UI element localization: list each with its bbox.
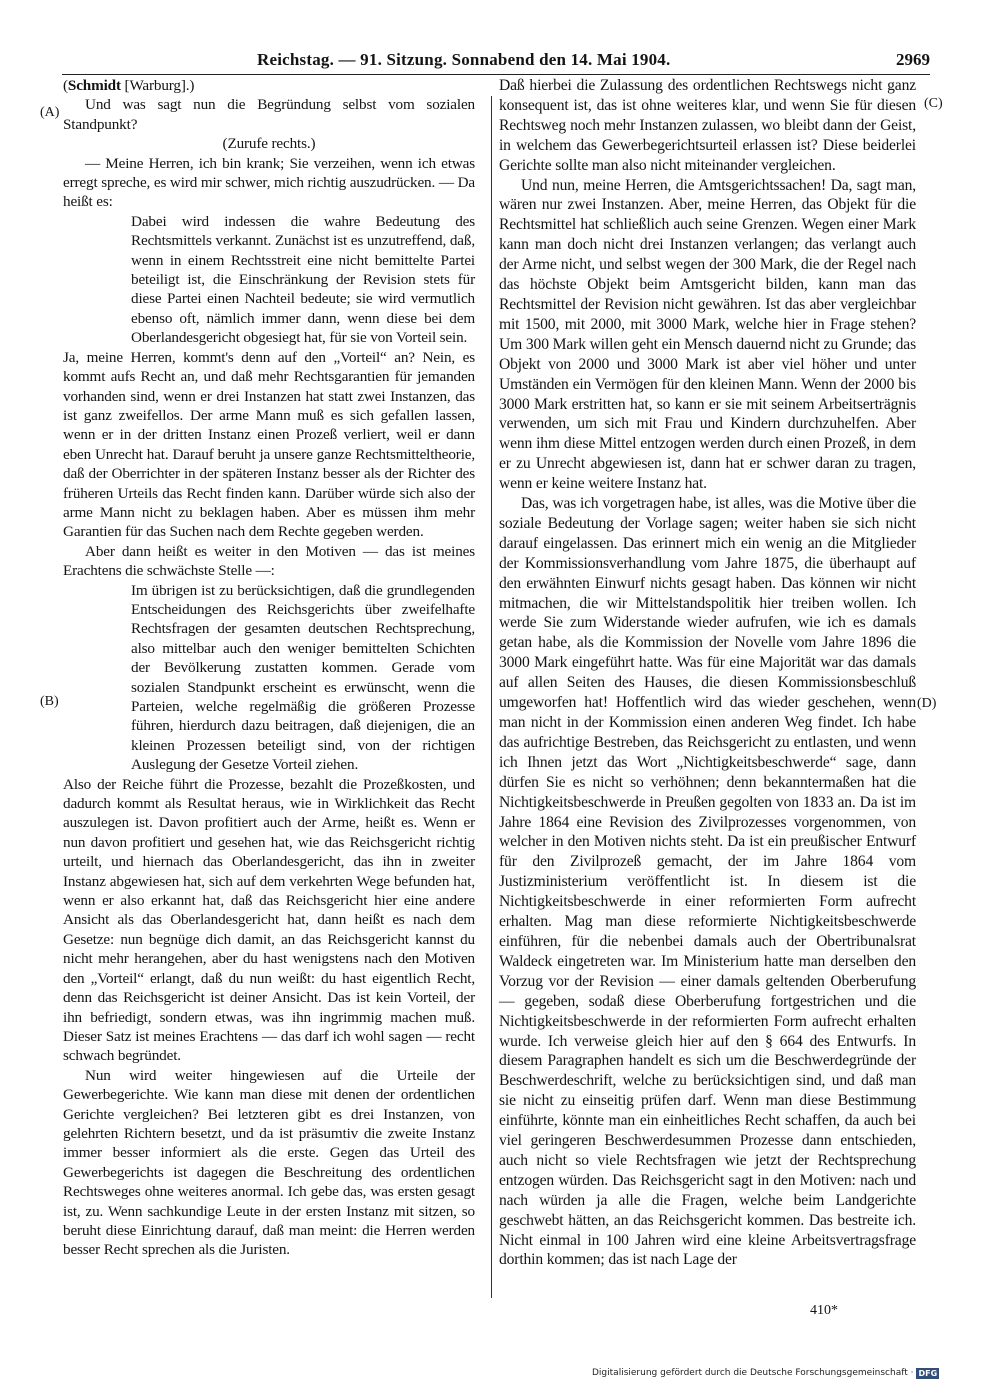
footer-text: Digitalisierung gefördert durch die Deutsche Forschungsgemeinschaft ·	[592, 1368, 914, 1378]
left-column	[63, 76, 475, 1260]
paragraph: Also der Reiche führt die Prozesse, bezahlt die Prozeßkosten, und dadurch kommt als Resultat heraus, wie in Wirklichkeit das Recht auszulegen ist. Davon profitiert auch der Arme, heißt es. Wenn er nun davon profitiert und gesehen hat, wie das Reichsgericht richtig urteilt, und hiernach das Oberlandesgericht, das ihn in zweiter Instanz abgewiesen hat, sich auf dem verkehrten Wege befunden hat, wenn er also erkannt hat, daß das Reichsgericht hier eine andere Ansicht als das Oberlandesgericht hat, dann heißt es nach dem Gesetze: nun begnüge dich damit, an das Reichsgericht kannst du nicht mehr herangehen, aber du hast wenigstens nach den Motiven den „Vorteil“ erlangt, daß du nun weißt: du hast eigentlich Recht, denn das Reichsgericht ist deiner Ansicht. Das ist kein Vorteil, der ihn befriedigt, sondern etwas, was ihn ingrimmig machen muß. Dieser Satz ist meines Erachtens — das darf ich wohl sagen — recht schwach begründet.	[63, 775, 475, 1065]
margin-label-b: (B)	[40, 694, 59, 709]
block-quote: Im übrigen ist zu berücksichtigen, daß die grundlegenden Entscheidungen des Reichsgerichts über zweifelhafte Rechtsfragen der gesamten deutschen Rechtsprechung, also mittelbar auch den weniger bemittelten Schichten der Bevölkerung zustatten kommen. Gerade vom sozialen Standpunkt erscheint es erwünscht, wenn die Parteien, welche regelmäßig die größeren Prozesse führen, hierdurch dazu beitragen, daß diejenigen, die an kleinen Prozessen beteiligt sind, von der richtigen Auslegung der Gesetze Vorteil ziehen.	[131, 581, 475, 774]
right-column	[499, 76, 916, 1270]
paragraph: Aber dann heißt es weiter in den Motiven — das ist meines Erachtens die schwächste Stelle —:	[63, 542, 475, 580]
paragraph: Nun wird weiter hingewiesen auf die Urteile der Gewerbegerichte. Wie kann man diese mit denen der ordentlichen Gerichte vergleichen? Bei letzteren gibt es drei Instanzen, von gelehrten Richtern besetzt, und da ist präsumtiv die zweite Instanz immer besser informiert als die erste. Gegen das Urteil des Gewerbegerichts ist dagegen die Beschreitung des ordentlichen Rechtsweges ohne weiteres anormal. Ich gebe das, was ersten gesagt ist, zu. Wenn sachkundige Leute in der ersten Instanz mit sitzen, so beruht diese Einrichtung darauf, daß man meint: die Herren werden besser Recht sprechen als die Juristen.	[63, 1066, 475, 1259]
speaker-place: [Warburg].)	[120, 77, 195, 94]
block-quote: Dabei wird indessen die wahre Bedeutung des Rechtsmittels verkannt. Zunächst ist es unzutreffend, daß, wenn in einem Rechtsstreit eine nicht bemittelte Partei beteiligt ist, die Einschränkung der Revision stets für diese Partei einen Nachteil bedeute; sie wird vermutlich ebenso oft, nämlich immer dann, wenn diese bei dem Oberlandesgericht obgesiegt hat, für sie von Vorteil sein.	[131, 212, 475, 347]
speaker-attribution: (Schmidt [Warburg].)	[63, 77, 195, 94]
page-header	[62, 48, 930, 72]
paragraph: Ja, meine Herren, kommt's denn auf den „Vorteil“ an? Nein, es kommt aufs Recht an, und daß mehr Rechtsgarantien für jemanden vorhanden sind, wenn er drei Instanzen hat statt zwei Instanzen, das ist ganz zweifellos. Der arme Mann muß es sich gefallen lassen, wenn er in der dritten Instanz einen Prozeß verliert, weil er dann eben Unrecht hat. Darauf beruht ja unsere ganze Rechtsmitteltheorie, daß der Oberrichter in der späteren Instanz besser als der Richter des früheren Urteils das Recht finden kann. Darüber würde sich also der arme Mann nicht zu beklagen haben. Aber es müssen ihm mehr Garantien für das Suchen nach dem Rechte gegeben werden.	[63, 348, 475, 541]
paragraph: Daß hierbei die Zulassung des ordentlichen Rechtswegs nicht ganz konsequent ist, das ist ohne weiteres klar, und wenn Sie für diesen Rechtsweg noch mehr Instanzen zulassen, wo bleibt dann der Geist, in welchem das Gewerbegerichtsurteil erlassen ist? Diese beiderlei Gerichte sollte man also nicht miteinander vergleichen.	[499, 77, 916, 174]
speaker-name: Schmidt	[67, 77, 121, 94]
column-divider	[491, 96, 492, 1298]
paragraph: Und nun, meine Herren, die Amtsgerichtssachen! Da, sagt man, wären nur zwei Instanzen. Aber, meine Herren, das Objekt für die Rechtsmittel hat schließlich auch seine Grenzen. Wegen einer Mark kann man doch nicht drei Instanzen verlangen; das verlangt auch der Arme nicht, und selbst wegen der 300 Mark, die der Regel nach das höchste Objekt beim Amtsgericht bilden, kann man das Rechtsmittel der Revision nicht gewähren. Ist das aber vergleichbar mit 1500, mit 2000, mit 3000 Mark, welche hier in Frage stehen? Um 300 Mark willen geht ein Mensch dauernd nicht zu Grunde; das Objekt von 2000 und 3000 Mark ist aber viel höher und unter Umständen ein Vermögen für den kleinen Mann. Wenn der 2000 bis 3000 Mark erstritten hat, so kann er sie mit seinem Arbeitserträgnis verwenden, um sich mit Frau und Kindern durchzuhelfen. Aber wenn ihm diese Mittel entzogen werden durch einen Prozeß, in dem er zu Unrecht abgewiesen ist, dann hat er schwer daran zu tragen, wenn er keine weitere Instanz hat.	[499, 176, 916, 493]
paragraph: — Meine Herren, ich bin krank; Sie verzeihen, wenn ich etwas erregt spreche, es wird mir schwer, mich richtig auszudrücken. — Da heißt es:	[63, 154, 475, 211]
margin-label-d: (D)	[917, 696, 937, 711]
margin-label-a: (A)	[40, 105, 60, 120]
header-page-number: 2969	[896, 50, 930, 69]
digitization-footer	[592, 1366, 939, 1380]
header-rule	[62, 74, 930, 75]
paragraph: Das, was ich vorgetragen habe, ist alles, was die Motive über die soziale Bedeutung der Vorlage sagen; weiter haben sie sich nicht darauf eingelassen. Das erinnert mich ein wenig an die Mitglieder der Kommissionsverhandlung vom Jahre 1875, die überhaupt auf den erwähnten Einwurf nichts gesagt haben. Das können wir nicht mitmachen, die wir Mittelstandspolitik hier treiben wollen. Ich werde Sie zum Widerstande wieder aufrufen, wie ich es damals getan habe, als die Kommission der Novelle vom Jahre 1896 die 3000 Mark eingeführt hatte. Was für eine Majorität war das damals auf allen Seiten des Hauses, die diesen Kommissionsbeschluß umgeworfen hat! Hoffentlich wird das wieder geschehen, wenn man nicht in der Kommission einen anderen Weg findet. Ich habe das aufrichtige Bestreben, das Reichsgericht zu entlasten, und wenn ich Ihnen jetzt das Wort „Nichtigkeitsbeschwerde“ sage, dann dürfen Sie es nicht so verhöhnen; denn bekanntermaßen hat die Nichtigkeitsbeschwerde in Preußen gegolten von 1833 an. Da ist im Jahre 1864 eine Revision des Zivilprozesses vorgenommen, von welcher in den Motiven nichts steht. Da ist ein preußischer Entwurf für den Zivilprozeß gemacht, der im Jahre 1864 vom Justizministerium veröffentlicht ist. In diesem ist die Nichtigkeitsbeschwerde in einer reformierten Form aufrecht erhalten. Mag man diese reformierte Nichtigkeitsbeschwerde einführen, für die nebenbei damals auch der Obertribunalsrat Waldeck eingetreten war. Im Ministerium hatte man derselben den Vorzug vor der Revision — einer damals geltenden Oberberufung — gegeben, sodaß diese Oberberufung fortgestrichen und die Nichtigkeitsbeschwerde in der reformierten Form aufrecht erhalten wurde. Ich verweise gleich hier auf den § 664 des Entwurfs. In diesem Paragraphen handelt es sich um die Beschwerdegründe der Beschwerdeschrift, welche zu berücksichtigen sind, und daß man sie nicht zu einseitig prüfen darf. Wenn man diese Bestimmung einführte, könnte man ein einheitliches Recht schaffen, da auch bei viel geringeren Beschwerdesummen Prozesse dann entschieden, auch nicht so viele Rechtsfragen wie jetzt der Rechtsprechung entzogen würden. Das Reichsgericht sagt in den Motiven: nach und nach würden ja alle die Fragen, welche beim Landgerichte geschwebt hätten, an das Reichsgericht kommen. Das bestreite ich. Nicht einmal in 100 Jahren wird eine kleine Arbeitsvertragsfrage dorthin kommen; das ist nach Lage der	[499, 495, 916, 1269]
header-title: Reichstag. — 91. Sitzung. Sonnabend den 14. Mai 1904.	[257, 50, 671, 69]
dfg-logo: DFG	[918, 1368, 938, 1378]
interjection: (Zurufe rechts.)	[222, 135, 316, 153]
paragraph: Und was sagt nun die Begründung selbst vom sozialen Standpunkt?	[63, 96, 475, 133]
margin-label-c: (C)	[924, 96, 943, 111]
signature-mark: 410*	[810, 1303, 838, 1318]
